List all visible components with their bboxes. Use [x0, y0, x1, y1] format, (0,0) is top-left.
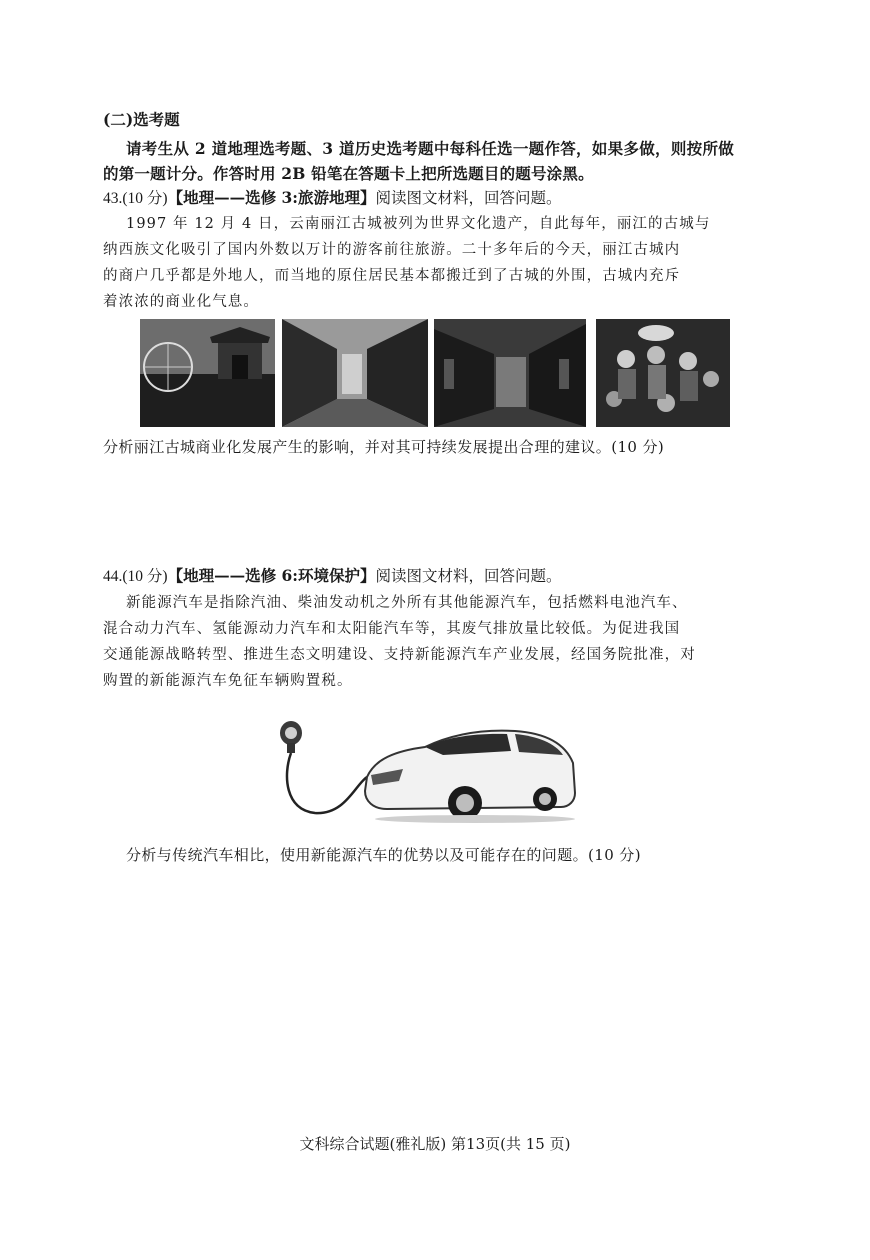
q44-material-line-4: 购置的新能源汽车免征车辆购置税。 — [103, 673, 353, 689]
instructions-line-2: 的第一题计分。作答时用 2B 铅笔在答题卡上把所选题目的题号涂黑。 — [103, 164, 594, 183]
photo-old-town-gate — [140, 319, 275, 427]
q43-question: 分析丽江古城商业化发展产生的影响，并对其可持续发展提出合理的建议。(10 分) — [103, 438, 665, 456]
q44-material-line-1: 新能源汽车是指除汽油、柴油发动机之外所有其他能源汽车，包括燃料电池汽车、 — [126, 595, 688, 611]
q44-header — [103, 566, 562, 587]
q43-material-line-4: 着浓浓的商业化气息。 — [103, 294, 259, 310]
photo-shop-lane — [434, 319, 586, 427]
q43-material-line-3: 的商户几乎都是外地人，而当地的原住居民基本都搬迁到了古城的外围，古城内充斥 — [103, 268, 681, 284]
lijiang-photo-strip — [140, 319, 730, 429]
q44-question: 分析与传统汽车相比，使用新能源汽车的优势以及可能存在的问题。(10 分) — [126, 846, 641, 864]
q43-material-line-2: 纳西族文化吸引了国内外数以万计的游客前往旅游。二十多年后的今天，丽江古城内 — [103, 242, 681, 258]
electric-car-figure — [275, 715, 580, 825]
q44-tag: 【地理——选修 6:环境保护】 — [167, 566, 376, 585]
photo-crowd — [596, 319, 730, 427]
q43-lead: 阅读图文材料，回答问题。 — [375, 189, 562, 207]
q44-lead: 阅读图文材料，回答问题。 — [375, 567, 562, 585]
q43-header — [103, 188, 562, 209]
photo-old-town-street — [282, 319, 428, 427]
instructions-line-1: 请考生从 2 道地理选考题、3 道历史选考题中每科任选一题作答，如果多做，则按所做 — [126, 139, 735, 158]
q44-number: 44.(10 分) — [103, 568, 168, 585]
ev-charging-icon — [275, 715, 580, 825]
q43-number: 43.(10 分) — [103, 190, 168, 207]
q43-material-line-1: 1997 年 12 月 4 日，云南丽江古城被列为世界文化遗产，自此每年，丽江的古城与 — [126, 216, 711, 232]
q43-tag: 【地理——选修 3:旅游地理】 — [167, 188, 376, 207]
section-heading: (二)选考题 — [103, 110, 180, 129]
q44-material-line-3: 交通能源战略转型、推进生态文明建设、支持新能源汽车产业发展，经国务院批准，对 — [103, 647, 696, 663]
page-footer: 文科综合试题(雅礼版) 第13页(共 15 页) — [299, 1135, 571, 1153]
q44-material-line-2: 混合动力汽车、氢能源动力汽车和太阳能汽车等，其废气排放量比较低。为促进我国 — [103, 621, 681, 637]
